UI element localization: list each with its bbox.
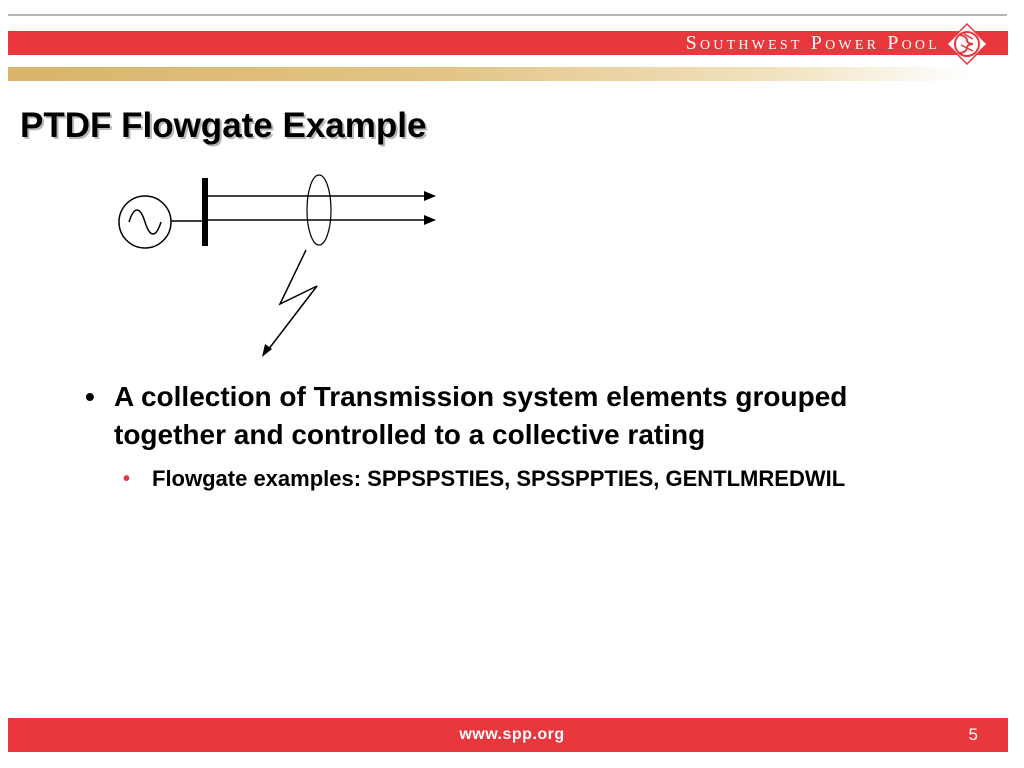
bullet-list bbox=[85, 378, 915, 494]
generator-icon bbox=[119, 196, 171, 248]
organization-name: Southwest Power Pool bbox=[685, 32, 940, 54]
bullet-dot-icon: • bbox=[85, 381, 95, 412]
sub-bullet-text: Flowgate examples: SPPSPSTIES, SPSSPPTIES, GENTLMREDWIL bbox=[152, 466, 846, 491]
bullet-item bbox=[85, 378, 915, 454]
footer-url: www.spp.org bbox=[459, 726, 565, 743]
sub-bullet-item bbox=[123, 464, 915, 494]
sub-bullet-dot-icon: • bbox=[123, 468, 131, 490]
flowgate-ellipse bbox=[307, 175, 331, 245]
slide-title: PTDF Flowgate Example bbox=[20, 106, 427, 145]
transmission-line-arrows bbox=[208, 191, 436, 225]
lightning-outage-arrow bbox=[262, 250, 317, 357]
bullet-text: A collection of Transmission system elements grouped together and controlled to a collective rating bbox=[114, 381, 848, 450]
page-number: 5 bbox=[968, 725, 978, 744]
